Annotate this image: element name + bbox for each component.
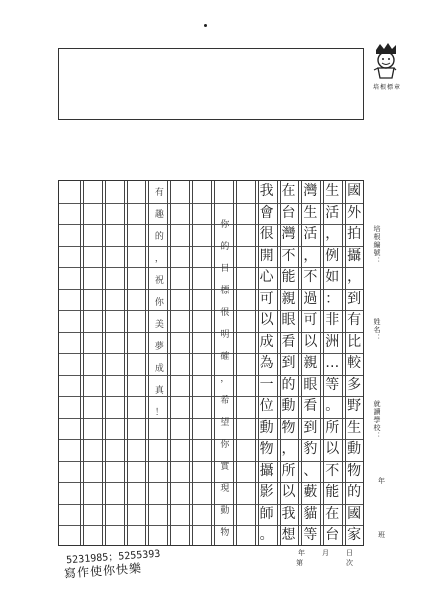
teacher-comment-character: 的 bbox=[154, 232, 164, 242]
teacher-comment-character: 你 bbox=[220, 220, 230, 230]
essay-character: 灣 bbox=[303, 183, 318, 199]
teacher-comment-character: 明 bbox=[220, 330, 230, 340]
essay-character: 親 bbox=[303, 355, 318, 372]
essay-character: 國 bbox=[347, 505, 362, 522]
essay-character: 想 bbox=[281, 527, 296, 544]
essay-character: 物 bbox=[347, 462, 362, 479]
essay-character: 多 bbox=[347, 376, 362, 393]
essay-character: 等 bbox=[303, 527, 318, 544]
teacher-comment-character: 確 bbox=[220, 352, 230, 362]
essay-character: 到 bbox=[281, 355, 296, 372]
date-month-label: 月 bbox=[322, 549, 329, 557]
teacher-comment-character: 有 bbox=[154, 188, 164, 198]
essay-character: 影 bbox=[259, 484, 274, 501]
teacher-comment-character: 你 bbox=[154, 298, 164, 308]
teacher-comment-character: ！ bbox=[154, 408, 164, 418]
essay-character: 例 bbox=[325, 247, 340, 264]
essay-character: 看 bbox=[281, 333, 296, 350]
essay-character: 開 bbox=[259, 247, 274, 264]
essay-character: 不 bbox=[325, 462, 340, 479]
essay-character: 親 bbox=[281, 290, 296, 307]
teacher-comment-box bbox=[58, 48, 364, 120]
essay-character: ， bbox=[325, 226, 340, 243]
essay-character: 動 bbox=[281, 398, 296, 415]
essay-character: 可 bbox=[259, 290, 274, 307]
essay-character: 能 bbox=[281, 269, 296, 286]
essay-character: 以 bbox=[303, 333, 318, 350]
essay-character: 能 bbox=[325, 484, 340, 501]
essay-character: 我 bbox=[259, 183, 274, 199]
essay-character: 成 bbox=[259, 333, 274, 350]
essay-character: 可 bbox=[303, 312, 318, 329]
essay-character: 到 bbox=[347, 290, 362, 307]
essay-character: 心 bbox=[259, 269, 274, 286]
essay-character: 物 bbox=[281, 419, 296, 436]
teacher-comment-character: 美 bbox=[154, 320, 164, 330]
sidebar-grade-year-label: 年 bbox=[378, 477, 385, 485]
essay-character: 以 bbox=[325, 441, 340, 458]
teacher-comment-character: 祝 bbox=[154, 276, 164, 286]
essay-character: 的 bbox=[347, 484, 362, 501]
teacher-comment-character: 夢 bbox=[154, 342, 164, 352]
essay-character: 拍 bbox=[347, 226, 362, 243]
footer-phone-code: 5231985；5255393 bbox=[65, 548, 161, 567]
essay-character: ， bbox=[303, 247, 318, 264]
essay-character: 的 bbox=[281, 376, 296, 393]
teacher-comment-character: 物 bbox=[220, 528, 230, 538]
sidebar-class-label: 班 bbox=[378, 531, 385, 539]
teacher-comment-character: 趣 bbox=[154, 210, 164, 220]
essay-grid-sheet bbox=[58, 180, 364, 546]
essay-character: 動 bbox=[259, 419, 274, 436]
essay-character: 非 bbox=[325, 312, 340, 329]
teacher-comment-character: 希 bbox=[220, 396, 230, 406]
essay-character: 台 bbox=[281, 204, 296, 221]
grid-column-line bbox=[102, 181, 106, 545]
teacher-comment-character: 現 bbox=[220, 484, 230, 494]
essay-character: 等 bbox=[325, 376, 340, 393]
sidebar-school-label: 就讀學校： bbox=[373, 400, 381, 440]
essay-character: 有 bbox=[347, 312, 362, 329]
essay-character: 。 bbox=[259, 527, 274, 544]
footer-slogan: 寫作使你快樂 bbox=[63, 561, 143, 581]
page-tick-mark bbox=[204, 24, 207, 27]
essay-character: 在 bbox=[325, 505, 340, 522]
essay-character: 所 bbox=[281, 462, 296, 479]
essay-character: 在 bbox=[281, 183, 296, 199]
essay-character: 不 bbox=[303, 269, 318, 286]
essay-character: 外 bbox=[347, 204, 362, 221]
stamp-mascot-icon bbox=[368, 40, 402, 80]
essay-character: 物 bbox=[259, 441, 274, 458]
teacher-comment-character: 你 bbox=[220, 440, 230, 450]
grid-column-line bbox=[189, 181, 193, 545]
essay-character: 洲 bbox=[325, 333, 340, 350]
essay-character: 動 bbox=[347, 441, 362, 458]
essay-character: ， bbox=[347, 269, 362, 286]
essay-character: 家 bbox=[347, 527, 362, 544]
essay-character: 以 bbox=[281, 484, 296, 501]
essay-character: 生 bbox=[303, 204, 318, 221]
essay-character: 眼 bbox=[303, 376, 318, 393]
teacher-comment-character: ， bbox=[154, 254, 164, 264]
essay-character: 豹 bbox=[303, 441, 318, 458]
essay-character: 國 bbox=[347, 183, 362, 199]
essay-character: 一 bbox=[259, 376, 274, 393]
essay-character: 過 bbox=[303, 290, 318, 307]
teacher-comment-character: 望 bbox=[220, 418, 230, 428]
essay-character: 藪 bbox=[303, 484, 318, 501]
essay-character: 貓 bbox=[303, 505, 318, 522]
teacher-comment-character: 標 bbox=[220, 286, 230, 296]
sidebar-name-label: 姓名： bbox=[373, 318, 381, 342]
essay-character: 看 bbox=[303, 398, 318, 415]
teacher-comment-character: 真 bbox=[154, 386, 164, 396]
date-day-label: 日 bbox=[346, 549, 353, 557]
teacher-comment-character: 成 bbox=[154, 364, 164, 374]
essay-character: 會 bbox=[259, 204, 274, 221]
essay-character: 比 bbox=[347, 333, 362, 350]
essay-character: 我 bbox=[281, 505, 296, 522]
essay-character: 灣 bbox=[281, 226, 296, 243]
essay-character: 台 bbox=[325, 527, 340, 544]
essay-character: … bbox=[325, 355, 340, 372]
stamp-label: 培根標章 bbox=[372, 84, 401, 91]
essay-character: 。 bbox=[325, 398, 340, 415]
essay-character: 野 bbox=[347, 398, 362, 415]
essay-character: 眼 bbox=[281, 312, 296, 329]
date-year-label: 年 bbox=[298, 549, 305, 557]
essay-character: 師 bbox=[259, 505, 274, 522]
essay-character: 位 bbox=[259, 398, 274, 415]
teacher-comment-character: ， bbox=[220, 374, 230, 384]
essay-character: 較 bbox=[347, 355, 362, 372]
teacher-comment-character: 很 bbox=[220, 308, 230, 318]
essay-character: 活 bbox=[325, 204, 340, 221]
essay-character: ， bbox=[281, 441, 296, 458]
teacher-comment-character: 動 bbox=[220, 506, 230, 516]
essay-character: 活 bbox=[303, 226, 318, 243]
grid-column-line bbox=[80, 181, 84, 545]
essay-character: 所 bbox=[325, 419, 340, 436]
essay-character: 生 bbox=[325, 183, 340, 199]
essay-character: 攝 bbox=[347, 247, 362, 264]
teacher-comment-character: 實 bbox=[220, 462, 230, 472]
essay-character: 為 bbox=[259, 355, 274, 372]
essay-character: 以 bbox=[259, 312, 274, 329]
teacher-comment-character: 目 bbox=[220, 264, 230, 274]
essay-character: 到 bbox=[303, 419, 318, 436]
essay-character: 很 bbox=[259, 226, 274, 243]
essay-character: 、 bbox=[303, 462, 318, 479]
date-ci-label: 次 bbox=[346, 559, 353, 567]
essay-character: 生 bbox=[347, 419, 362, 436]
grid-column-line bbox=[124, 181, 128, 545]
essay-character: 攝 bbox=[259, 462, 274, 479]
essay-character: 不 bbox=[281, 247, 296, 264]
date-di-label: 第 bbox=[296, 559, 303, 567]
teacher-comment-character: 的 bbox=[220, 242, 230, 252]
essay-character: ： bbox=[325, 290, 340, 307]
sidebar-student-id-label: 培根編號： bbox=[373, 225, 381, 265]
essay-character: 如 bbox=[325, 269, 340, 286]
